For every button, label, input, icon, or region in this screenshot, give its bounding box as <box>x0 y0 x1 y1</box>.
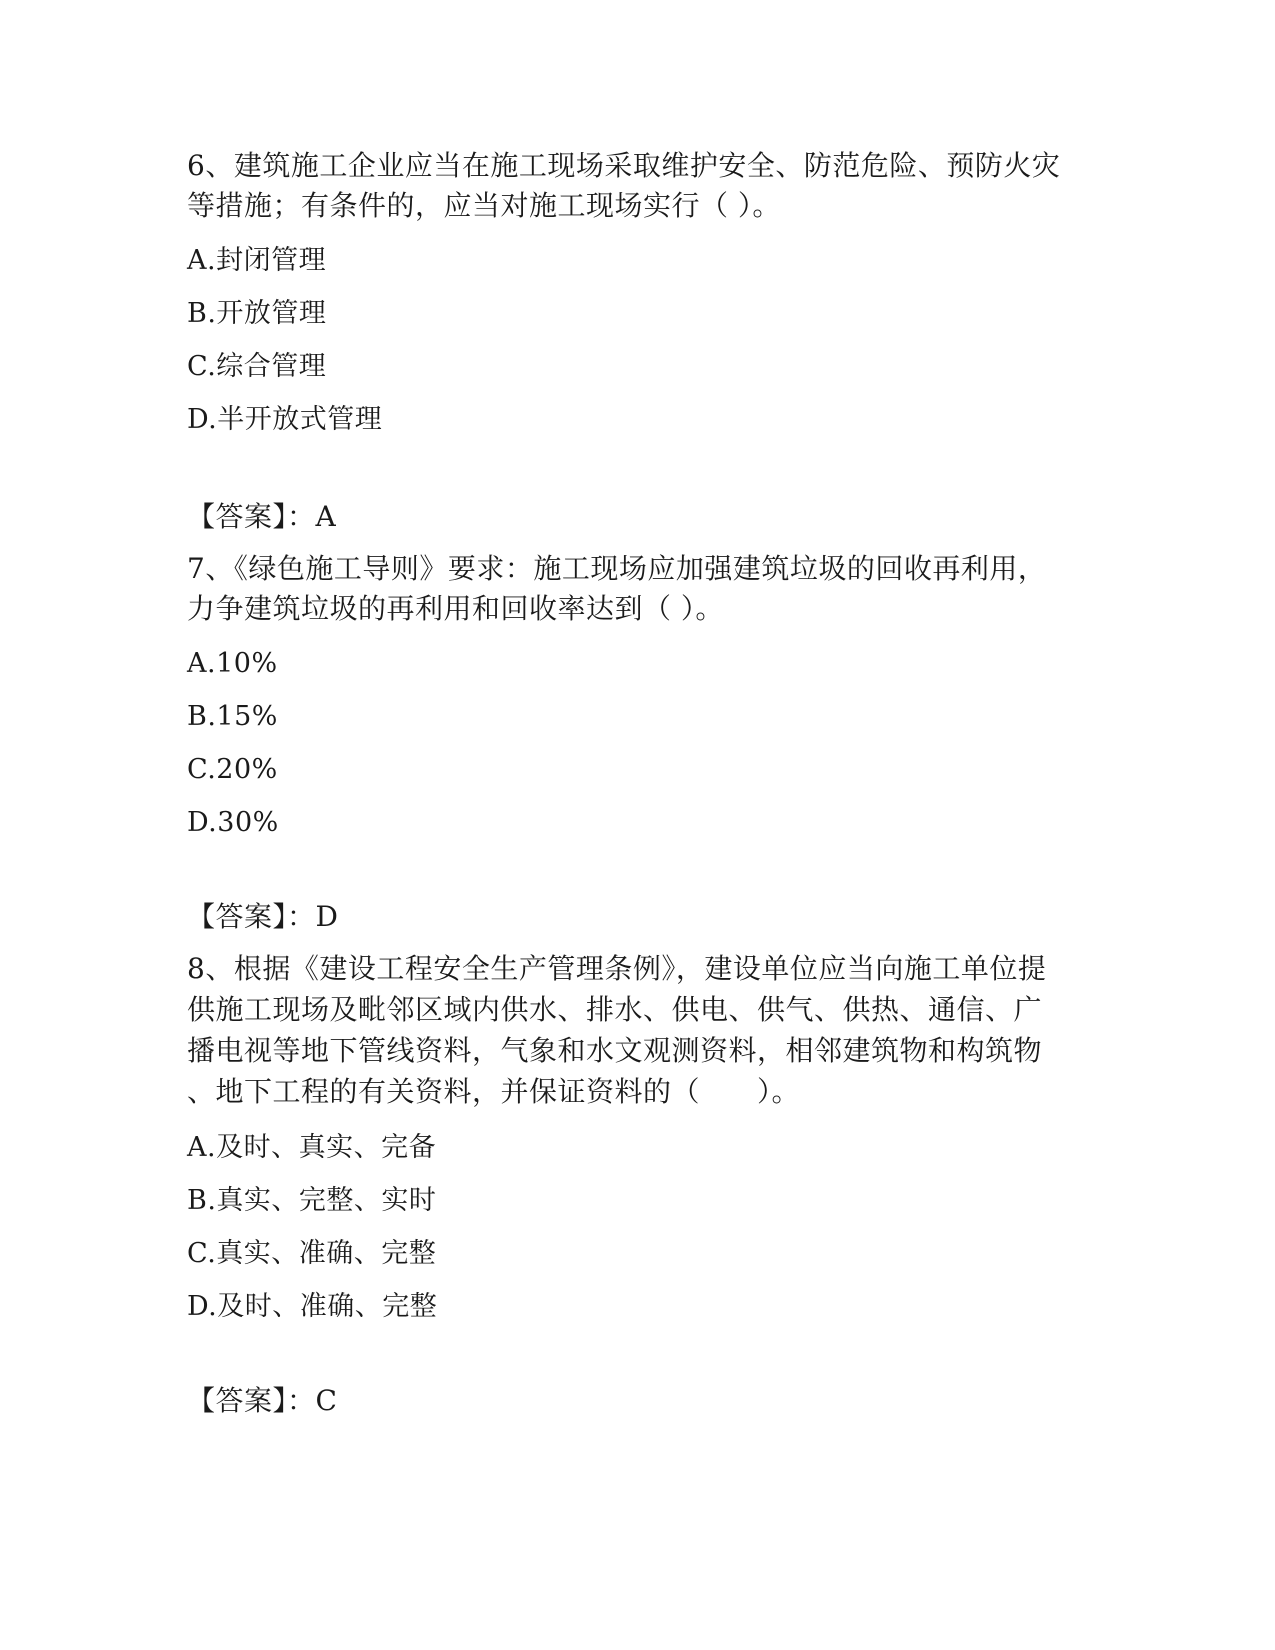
question-6-option-b: B.开放管理 <box>187 298 327 329</box>
question-8-line-2: 供施工现场及毗邻区域内供水、排水、供电、供气、供热、通信、广 <box>187 993 1043 1026</box>
question-8-option-a: A.及时、真实、完备 <box>187 1132 437 1163</box>
question-7-option-d: D.30% <box>187 807 279 838</box>
question-8-line-1: 8、根据《建设工程安全生产管理条例》，建设单位应当向施工单位提 <box>187 952 1047 985</box>
question-6-option-c: C.综合管理 <box>187 351 327 382</box>
question-8-line-3: 播电视等地下管线资料，气象和水文观测资料，相邻建筑物和构筑物 <box>187 1034 1043 1067</box>
question-6-line-2: 等措施；有条件的，应当对施工现场实行（ ）。 <box>187 189 781 222</box>
question-8-answer: 【答案】：C <box>187 1384 338 1417</box>
question-8-option-c: C.真实、准确、完整 <box>187 1238 437 1269</box>
question-7-option-c: C.20% <box>187 754 278 785</box>
question-7-option-a: A.10% <box>187 648 278 679</box>
question-6-option-d: D.半开放式管理 <box>187 404 383 435</box>
question-7-option-b: B.15% <box>187 701 278 732</box>
question-8-line-4: 、地下工程的有关资料，并保证资料的（ ）。 <box>187 1075 801 1108</box>
question-6-answer: 【答案】：A <box>187 500 337 533</box>
question-6-option-a: A.封闭管理 <box>187 245 327 276</box>
question-7-line-2: 力争建筑垃圾的再利用和回收率达到（ ）。 <box>187 592 724 625</box>
question-7-line-1: 7、《绿色施工导则》要求：施工现场应加强建筑垃圾的回收再利用， <box>187 552 1047 585</box>
question-8-option-d: D.及时、准确、完整 <box>187 1291 438 1322</box>
question-7-answer: 【答案】：D <box>187 900 339 933</box>
question-6-line-1: 6、建筑施工企业应当在施工现场采取维护安全、防范危险、预防火灾 <box>187 149 1061 182</box>
question-8-option-b: B.真实、完整、实时 <box>187 1185 437 1216</box>
